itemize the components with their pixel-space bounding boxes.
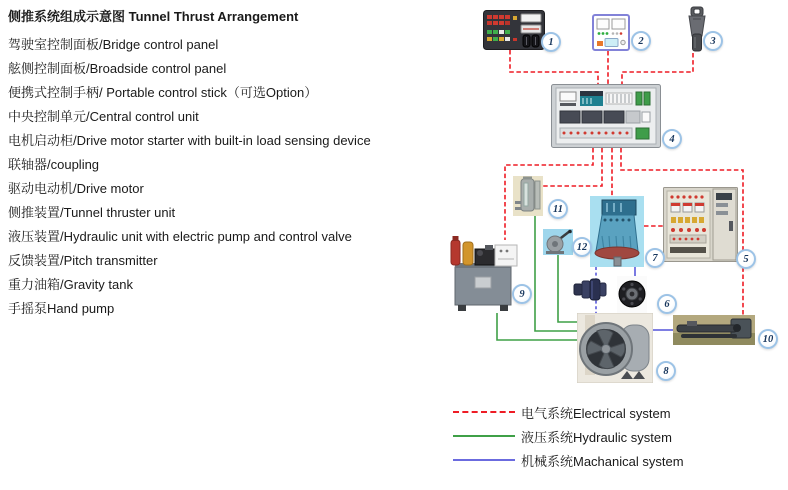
- legend-label-mechanical: 机械系统Machanical system: [521, 453, 684, 469]
- electrical-line-bridge-to-ccu: [510, 50, 598, 86]
- electrical-line-ccu-to-gravity-tank: [543, 148, 602, 186]
- hand-pump-image: [543, 229, 573, 255]
- gravity-tank-image: [513, 176, 543, 216]
- label-drive-motor-starter: 电机启动柜/Drive motor starter with built-in load sensing device: [8, 133, 371, 148]
- coupling-image: [617, 276, 647, 313]
- badge-bridge-control-panel: 1: [541, 32, 561, 52]
- drive-motor-image: [590, 196, 644, 267]
- drive-motor-starter-image: [663, 187, 738, 262]
- legend-row-mechanical: [453, 452, 684, 468]
- label-portable-control-stick: 便携式控制手柄/ Portable control stick（可选Option）: [8, 85, 318, 100]
- legend: [453, 404, 684, 476]
- label-hydraulic-unit: 液压装置/Hydraulic unit with electric pump and control valve: [8, 229, 352, 244]
- badge-central-control-unit: 4: [662, 129, 682, 149]
- mechanical-line-swatch: [453, 459, 515, 461]
- label-drive-motor: 驱动电动机/Drive motor: [8, 181, 144, 196]
- badge-drive-motor-starter: 5: [736, 249, 756, 269]
- badge-portable-control-stick: 3: [703, 31, 723, 51]
- label-central-control-unit: 中央控制单元/Central control unit: [8, 109, 199, 124]
- badge-hand-pump: 12: [572, 237, 592, 257]
- label-bridge-control-panel: 驾驶室控制面板/Bridge control panel: [8, 37, 219, 52]
- badge-broadside-control-panel: 2: [631, 31, 651, 51]
- electrical-line-swatch: [453, 411, 515, 413]
- hydraulic-unit-image: [445, 233, 520, 313]
- label-tunnel-thruster-unit: 侧推装置/Tunnel thruster unit: [8, 205, 176, 220]
- shaft-coupling-image: [573, 277, 610, 301]
- bridge-control-panel-image: [483, 10, 545, 50]
- label-broadside-control-panel: 舷侧控制面板/Broadside control panel: [8, 61, 227, 76]
- label-coupling: 联轴器/coupling: [8, 157, 100, 172]
- badge-tunnel-thruster-unit: 8: [656, 361, 676, 381]
- badge-coupling: 6: [657, 294, 677, 314]
- badge-drive-motor: 7: [645, 248, 665, 268]
- broadside-control-panel-image: [592, 14, 630, 51]
- legend-label-electrical: 电气系统Electrical system: [521, 405, 671, 421]
- hydraulic-line-swatch: [453, 435, 515, 437]
- badge-gravity-tank: 11: [548, 199, 568, 219]
- electrical-line-stick-to-ccu: [622, 53, 693, 86]
- pitch-transmitter-image: [673, 315, 755, 345]
- badge-pitch-transmitter: 10: [758, 329, 778, 349]
- hydraulic-line-hpu-to-thruster: [497, 313, 577, 340]
- page-title: 侧推系统组成示意图 Tunnel Thrust Arrangement: [8, 9, 299, 24]
- legend-row-hydraulic: [453, 428, 684, 444]
- tunnel-thruster-unit-image: [577, 313, 653, 383]
- legend-row-electrical: [453, 404, 684, 420]
- label-list: [8, 4, 458, 321]
- label-hand-pump: 手摇泵Hand pump: [8, 301, 115, 316]
- label-gravity-tank: 重力油箱/Gravity tank: [8, 277, 133, 292]
- legend-label-hydraulic: 液压系统Hydraulic system: [521, 429, 672, 445]
- badge-hydraulic-unit: 9: [512, 284, 532, 304]
- central-control-unit-image: [551, 84, 661, 148]
- label-pitch-transmitter: 反馈装置/Pitch transmitter: [8, 253, 158, 268]
